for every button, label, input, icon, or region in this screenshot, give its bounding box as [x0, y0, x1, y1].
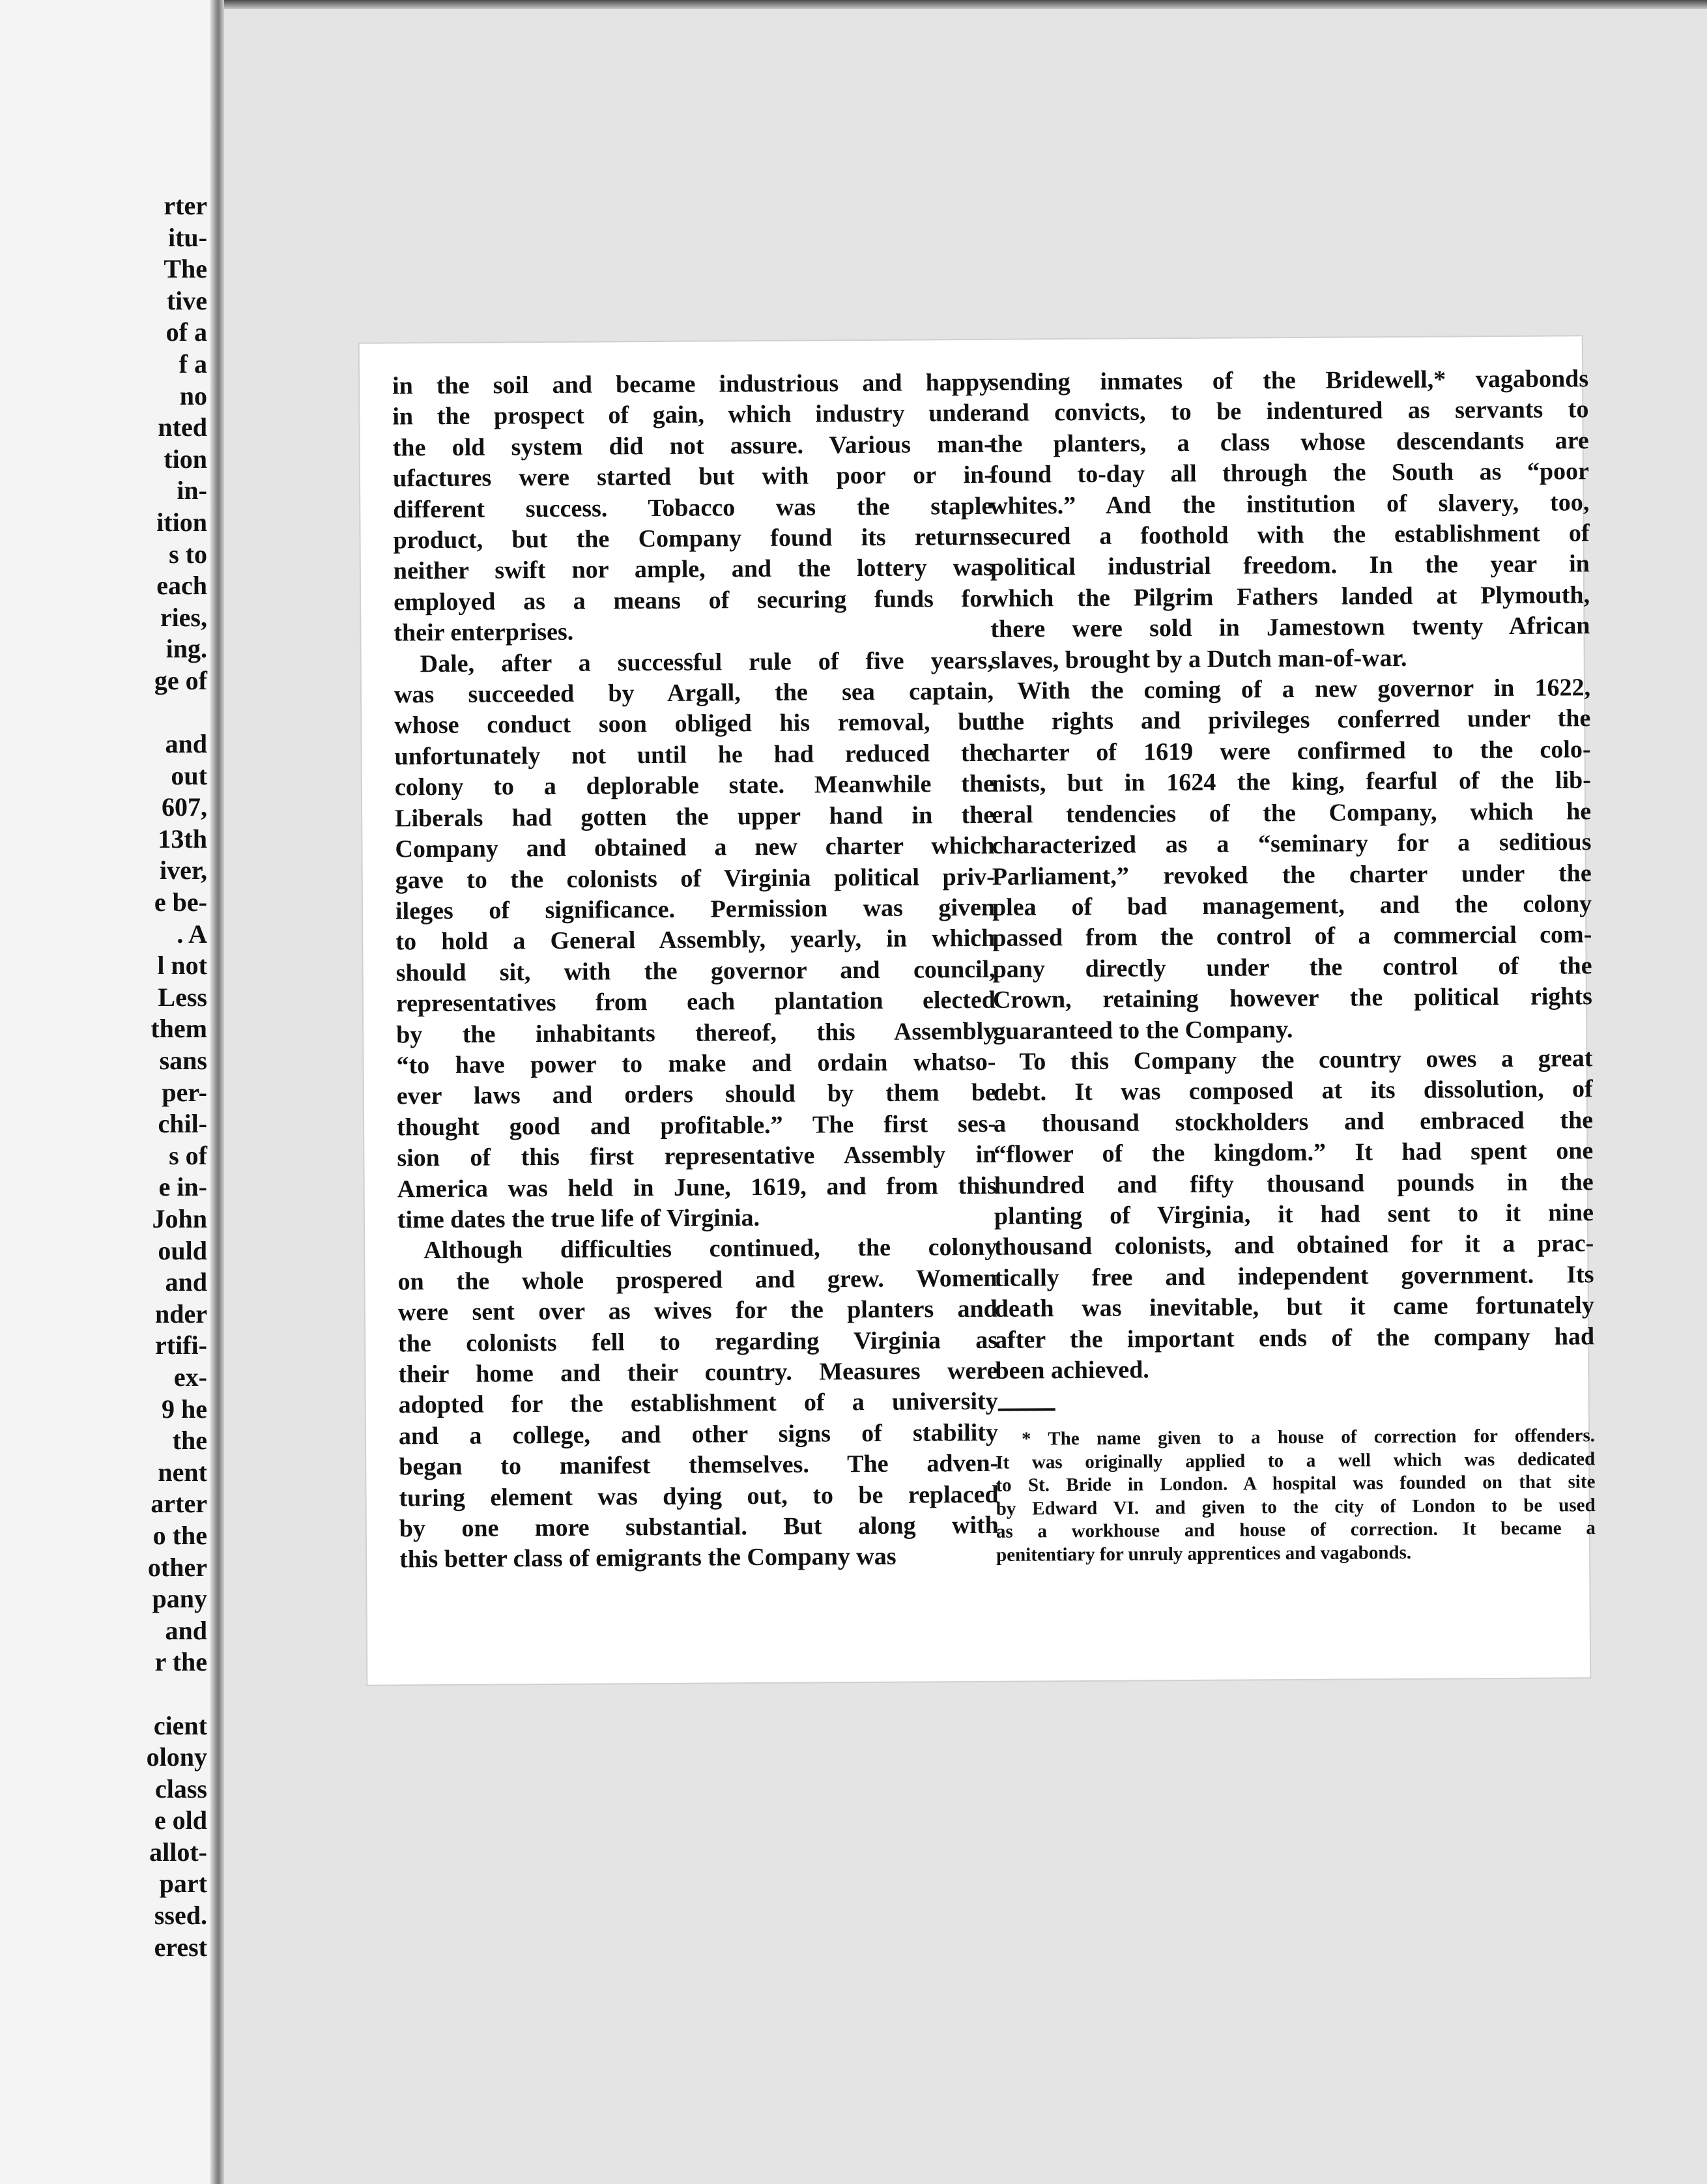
- page-top-edge: [224, 0, 1707, 9]
- text-line: the rights and privileges conferred under the: [991, 704, 1591, 736]
- left-page-line-fragment: l not: [157, 951, 207, 981]
- left-page-line-fragment: the: [172, 1426, 207, 1456]
- left-page-line-fragment: ould: [158, 1235, 207, 1265]
- book-gutter: [210, 0, 224, 2184]
- left-page-line-fragment: ge of: [154, 665, 207, 695]
- left-page-line-fragment: each: [156, 571, 207, 601]
- left-page-line-fragment: ition: [156, 507, 207, 537]
- text-line: planting of Virginia, it had sent to it nine: [994, 1199, 1594, 1230]
- left-page-line-fragment: of a: [165, 317, 207, 347]
- text-line: whose conduct soon obliged his removal, but: [394, 708, 994, 740]
- text-line: Liberals had gotten the upper hand in the: [395, 801, 995, 833]
- text-line: thought good and profitable.” The first ses-: [396, 1110, 997, 1142]
- text-line: To this Company the country owes a great: [1019, 1044, 1593, 1076]
- left-page-line-fragment: per-: [162, 1077, 207, 1107]
- text-line: guaranteed to the Company.: [993, 1015, 1293, 1045]
- left-page-text-fragments: [147, 190, 207, 1963]
- text-line: sending inmates of the Bridewell,* vagabonds: [988, 365, 1589, 396]
- text-line: was succeeded by Argall, the sea captain,: [394, 677, 994, 709]
- left-page-line-fragment: rter: [164, 191, 207, 220]
- text-line: debt. It was composed at its dissolution, of: [993, 1075, 1593, 1107]
- text-line: secured a foothold with the establishment of: [990, 519, 1590, 551]
- text-line: plea of bad management, and the colony: [992, 890, 1592, 921]
- left-page-line-fragment: and: [165, 1267, 207, 1297]
- text-line: characterized as a “seminary for a seditious: [992, 828, 1592, 859]
- text-line: to St. Bride in London. A hospital was founded on that site: [996, 1471, 1596, 1497]
- left-page-line-fragment: 607,: [162, 792, 207, 822]
- text-line: this better class of emigrants the Company was: [399, 1543, 897, 1573]
- left-page-line-fragment: nted: [158, 412, 207, 442]
- text-line: began to manifest themselves. The adven-: [399, 1450, 999, 1481]
- left-page-line-fragment: allot-: [149, 1837, 207, 1867]
- left-page-line-fragment: e be-: [154, 887, 207, 917]
- newspaper-clipping: [360, 336, 1596, 1684]
- left-page-line-fragment: ries,: [160, 602, 207, 632]
- text-line: Dale, after a successful rule of five years,: [420, 646, 994, 678]
- left-page-line-fragment: e in-: [158, 1172, 207, 1202]
- left-page-line-fragment: iver,: [160, 855, 207, 885]
- left-page-line-fragment: chil-: [158, 1109, 207, 1139]
- left-page-line-fragment: . A: [177, 919, 207, 949]
- right-column-body: [989, 364, 1595, 1387]
- text-line: adopted for the establishment of a university: [398, 1388, 998, 1419]
- left-page-line-fragment: o the: [152, 1520, 207, 1550]
- text-line: tically free and independent government. Its: [994, 1260, 1594, 1292]
- text-line: unfortunately not until he had reduced the: [394, 739, 994, 771]
- text-line: in the soil and became industrious and happy: [392, 368, 992, 400]
- left-page-line-fragment: tion: [164, 444, 207, 474]
- left-page-line-fragment: [147, 1678, 207, 1710]
- text-line: ever laws and orders should by them be: [396, 1079, 996, 1110]
- left-page-line-fragment: ing.: [165, 634, 207, 664]
- text-line: the planters, a class whose descendants are: [989, 427, 1589, 458]
- left-page-line-fragment: e old: [154, 1805, 207, 1835]
- text-line: been achieved.: [995, 1356, 1149, 1385]
- left-page-line-fragment: f a: [179, 349, 207, 379]
- left-page-line-fragment: [147, 697, 207, 729]
- text-line: in the prospect of gain, which industry under: [392, 399, 992, 431]
- left-page-line-fragment: no: [179, 381, 207, 410]
- left-page-line-fragment: cient: [153, 1710, 207, 1740]
- text-line: charter of 1619 were confirmed to the colo-: [991, 736, 1591, 767]
- text-line: and convicts, to be indentured as servants to: [989, 395, 1589, 427]
- text-line: Crown, retaining however the political rights: [992, 983, 1593, 1014]
- left-page-line-fragment: ex-: [173, 1362, 207, 1392]
- text-line: and a college, and other signs of stability: [398, 1418, 999, 1450]
- text-line: America was held in June, 1619, and from this: [397, 1171, 997, 1203]
- text-line: whites.” And the institution of slavery, too,: [990, 488, 1590, 520]
- text-line: as a workhouse and house of correction. It became a: [996, 1517, 1596, 1543]
- left-page-line-fragment: other: [147, 1552, 207, 1582]
- left-page-line-fragment: in-: [177, 476, 207, 506]
- text-line: pany directly under the control of the: [992, 951, 1592, 983]
- left-page-line-fragment: s to: [169, 539, 207, 569]
- text-line: “flower of the kingdom.” It had spent one: [994, 1137, 1594, 1168]
- text-line: should sit, with the governor and council,: [395, 955, 996, 987]
- left-page-line-fragment: The: [164, 254, 207, 284]
- left-page-line-fragment: itu-: [168, 222, 207, 252]
- left-page-line-fragment: and: [165, 729, 207, 759]
- text-line: a thousand stockholders and embraced the: [993, 1106, 1594, 1138]
- text-line: the old system did not assure. Various man-: [392, 430, 992, 462]
- text-line: on the whole prospered and grew. Women: [397, 1264, 997, 1296]
- left-facing-page: [0, 0, 215, 2184]
- text-line: Company and obtained a new charter which: [395, 831, 995, 863]
- left-page-line-fragment: ssed.: [154, 1901, 207, 1931]
- left-page-line-fragment: tive: [166, 285, 207, 315]
- left-page-line-fragment: 9 he: [162, 1394, 207, 1424]
- text-line: eral tendencies of the Company, which he: [992, 797, 1592, 829]
- text-line: colony to a deplorable state. Meanwhile the: [394, 770, 995, 801]
- left-page-line-fragment: nder: [155, 1299, 207, 1329]
- text-line: hundred and fifty thousand pounds in the: [994, 1168, 1594, 1200]
- text-line: sion of this first representative Assembly in: [397, 1140, 997, 1172]
- text-line: ileges of significance. Permission was given: [395, 893, 996, 925]
- left-page-line-fragment: pany: [152, 1584, 207, 1614]
- text-line: It was originally applied to a well which was dedicated: [996, 1448, 1596, 1473]
- text-line: * The name given to a house of correction for offenders.: [1021, 1425, 1596, 1450]
- text-line: “to have power to make and ordain whatso-: [396, 1048, 996, 1080]
- left-page-line-fragment: part: [159, 1869, 207, 1899]
- text-line: gave to the colonists of Virginia political priv-: [395, 863, 995, 894]
- left-page-line-fragment: them: [151, 1014, 207, 1044]
- text-line: Although difficulties continued, the colony: [423, 1233, 997, 1265]
- left-page-line-fragment: sans: [159, 1046, 207, 1076]
- left-page-line-fragment: 13th: [158, 824, 207, 854]
- text-line: there were sold in Jamestown twenty African: [990, 612, 1590, 644]
- text-line: penitentiary for unruly apprentices and vagabonds.: [996, 1542, 1412, 1566]
- left-page-line-fragment: olony: [146, 1742, 207, 1772]
- text-line: found to-day all through the South as “poor: [989, 457, 1590, 489]
- left-page-line-fragment: out: [171, 760, 207, 790]
- clipping-right-column: [989, 364, 1596, 1567]
- text-line: different success. Tobacco was the staple: [393, 492, 993, 524]
- text-line: by Edward VI. and given to the city of London to be used: [996, 1495, 1596, 1519]
- text-line: slaves, brought by a Dutch man-of-war.: [990, 644, 1407, 674]
- left-page-line-fragment: r the: [154, 1647, 207, 1677]
- text-line: Parliament,” revoked the charter under the: [992, 859, 1592, 891]
- left-page-line-fragment: rtifi-: [155, 1330, 207, 1360]
- text-line: to hold a General Assembly, yearly, in which: [395, 925, 996, 956]
- text-line: thousand colonists, and obtained for it a prac-: [994, 1229, 1594, 1261]
- left-page-line-fragment: and: [165, 1615, 207, 1645]
- text-line: nists, but in 1624 the king, fearful of the lib-: [991, 766, 1591, 798]
- text-line: passed from the control of a commercial com-: [992, 921, 1592, 953]
- text-line: turing element was dying out, to be replaced: [399, 1480, 999, 1512]
- left-page-line-fragment: Less: [158, 982, 207, 1012]
- left-page-line-fragment: John: [152, 1204, 207, 1233]
- text-line: representatives from each plantation elected: [395, 986, 996, 1018]
- left-page-line-fragment: nent: [158, 1457, 207, 1487]
- text-line: their home and their country. Measures were: [398, 1357, 998, 1388]
- text-line: their enterprises.: [394, 618, 574, 647]
- text-line: With the coming of a new governor in 1622,: [1016, 674, 1591, 705]
- text-line: death was inevitable, but it came fortunately: [994, 1291, 1594, 1323]
- text-line: the colonists fell to regarding Virginia as: [397, 1326, 998, 1358]
- text-line: were sent over as wives for the planters and: [397, 1295, 997, 1327]
- left-page-line-fragment: class: [155, 1774, 207, 1803]
- text-line: ufactures were started but with poor or in-: [392, 461, 993, 493]
- footnote-rule: [998, 1409, 1055, 1412]
- text-line: time dates the true life of Virginia.: [397, 1203, 760, 1234]
- text-line: employed as a means of securing funds for: [394, 584, 994, 616]
- text-line: which the Pilgrim Fathers landed at Plymouth,: [990, 581, 1590, 612]
- clipping-left-column: [392, 367, 999, 1575]
- left-page-line-fragment: s of: [169, 1140, 207, 1170]
- text-line: after the important ends of the company had: [994, 1322, 1595, 1354]
- text-line: product, but the Company found its returns: [393, 523, 993, 554]
- text-line: neither swift nor ample, and the lottery was: [393, 554, 993, 585]
- text-line: by the inhabitants thereof, this Assembly: [396, 1017, 996, 1048]
- text-line: by one more substantial. But along with: [399, 1511, 999, 1543]
- text-line: political industrial freedom. In the year in: [990, 550, 1590, 582]
- left-page-line-fragment: arter: [151, 1489, 207, 1519]
- footnote: [996, 1425, 1596, 1568]
- left-page-line-fragment: erest: [154, 1932, 207, 1962]
